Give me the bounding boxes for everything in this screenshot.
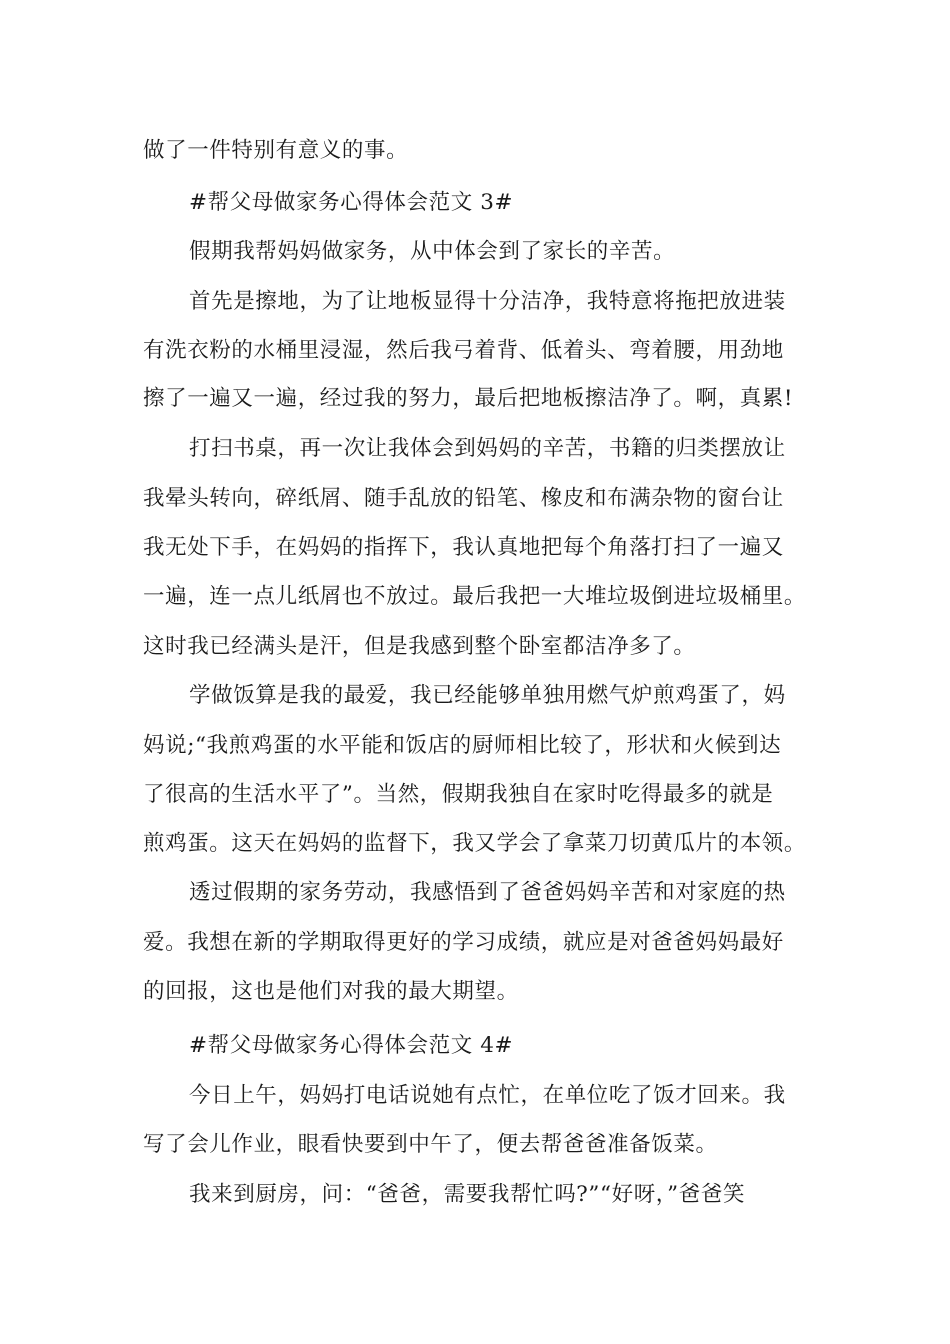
text-line: 的回报，这也是他们对我的最大期望。: [143, 979, 519, 1004]
text-line: 煎鸡蛋。这天在妈妈的监督下，我又学会了拿菜刀切黄瓜片的本领。: [143, 831, 807, 856]
text-line: 今日上午，妈妈打电话说她有点忙，在单位吃了饭才回来。我: [189, 1083, 786, 1108]
text-line: 这时我已经满头是汗，但是我感到整个卧室都洁净多了。: [143, 634, 696, 659]
text-line: 写了会儿作业，眼看快要到中午了，便去帮爸爸准备饭菜。: [143, 1132, 718, 1157]
text-line: 我晕头转向，碎纸屑、随手乱放的铅笔、橡皮和布满杂物的窗台让: [143, 486, 784, 511]
text-line: 透过假期的家务劳动，我感悟到了爸爸妈妈辛苦和对家庭的热: [189, 880, 786, 905]
text-line: 擦了一遍又一遍，经过我的努力，最后把地板擦洁净了。啊，真累!: [143, 386, 794, 411]
text-line: 了很高的生活水平了”。当然，假期我独自在家时吃得最多的就是: [143, 782, 774, 807]
text-line: 我来到厨房，问：“爸爸，需要我帮忙吗?”“好呀，”爸爸笑: [189, 1182, 746, 1207]
section-heading: #帮父母做家务心得体会范文 4#: [189, 1033, 514, 1058]
text-line: 爱。我想在新的学期取得更好的学习成绩，就应是对爸爸妈妈最好: [143, 930, 784, 955]
text-line: 打扫书桌，再一次让我体会到妈妈的辛苦，书籍的归类摆放让: [189, 436, 786, 461]
text-line: 学做饭算是我的最爱，我已经能够单独用燃气炉煎鸡蛋了，妈: [189, 683, 786, 708]
text-line: 首先是擦地，为了让地板显得十分洁净，我特意将拖把放进装: [189, 289, 786, 314]
text-line: 做了一件特别有意义的事。: [143, 138, 409, 163]
text-line: 一遍，连一点儿纸屑也不放过。最后我把一大堆垃圾倒进垃圾桶里。: [143, 584, 807, 609]
text-line: 假期我帮妈妈做家务，从中体会到了家长的辛苦。: [189, 239, 676, 264]
section-heading: #帮父母做家务心得体会范文 3#: [189, 190, 514, 215]
text-line: 妈说;“我煎鸡蛋的水平能和饭店的厨师相比较了，形状和火候到达: [143, 733, 782, 758]
text-line: 有洗衣粉的水桶里浸湿，然后我弓着背、低着头、弯着腰，用劲地: [143, 338, 784, 363]
text-line: 我无处下手，在妈妈的指挥下，我认真地把每个角落打扫了一遍又: [143, 535, 784, 560]
